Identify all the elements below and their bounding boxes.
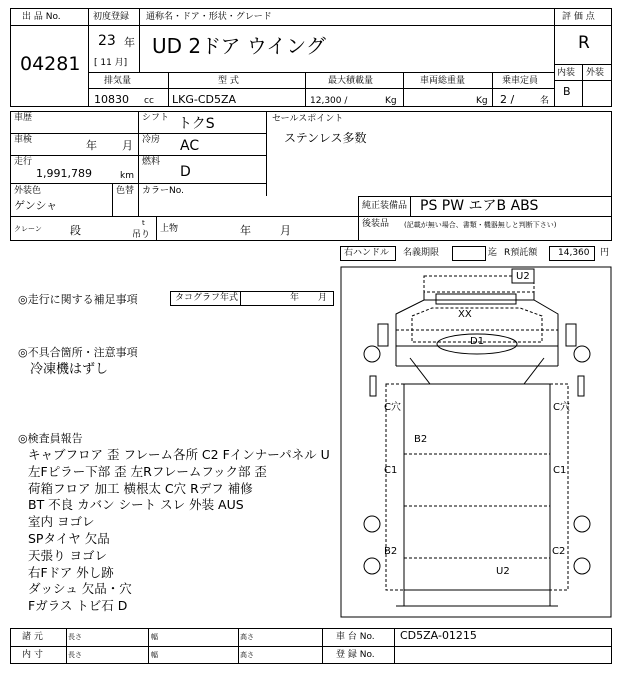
sales-point-label: セールスポイント	[272, 114, 344, 124]
capacity-label: 乗車定員	[502, 76, 539, 86]
gross-weight-unit: Kg	[476, 96, 488, 106]
first-reg-month: [ 11 月]	[94, 58, 128, 68]
year-unit: 年	[124, 36, 135, 49]
recycle-deposit-label: R預託額	[504, 248, 538, 258]
mark-b2-bottom: B2	[384, 546, 398, 557]
inspector-line: キャブフロア 歪 フレーム各所 C2 Fインナーパネル U	[28, 447, 330, 462]
length-label-1: 長さ	[68, 633, 82, 641]
lot-number: 04281	[20, 53, 81, 75]
inspection-label: 車検	[14, 135, 33, 145]
mileage-value: 1,991,789	[36, 167, 92, 180]
mark-d1: D1	[470, 336, 485, 347]
exterior-grade-label: 外装	[586, 68, 605, 78]
history-label: 車歴	[14, 113, 33, 123]
length-label-2: 長さ	[68, 651, 82, 659]
defects-text: 冷凍機はずし	[30, 362, 109, 377]
fuel-label: 燃料	[142, 157, 161, 167]
owner-deadline-box	[452, 246, 486, 261]
registration-label: 登 録 No.	[336, 650, 375, 660]
color-no-label: カラーNo.	[142, 186, 184, 196]
shift-value: トクS	[178, 116, 215, 132]
height-label-2: 高さ	[240, 651, 254, 659]
currency-unit: 円	[600, 248, 610, 258]
inspector-line: 荷箱フロア 加工 横根太 C穴 Rデフ 補修	[28, 480, 253, 496]
model-label: 型 式	[218, 76, 239, 86]
mark-xx: XX	[458, 309, 472, 320]
fuel-value: D	[180, 164, 191, 180]
lift-month: 月	[280, 224, 291, 237]
ext-color-label: 外装色	[14, 186, 42, 196]
crane-hoist: 吊り	[132, 230, 151, 240]
sales-point-text: ステンレス多数	[284, 131, 367, 145]
rating-label: 評 価 点	[562, 12, 595, 22]
inspector-report-label: ◎検査員報告	[18, 432, 83, 445]
displacement-label: 排気量	[104, 76, 132, 86]
displacement-value: 10830	[94, 93, 129, 106]
max-load-label: 最大積載量	[328, 76, 374, 86]
tachograph-label: タコグラフ年式	[175, 293, 239, 303]
handle-text: 右ハンドル	[344, 248, 390, 258]
deadline-until: 迄	[488, 248, 498, 258]
driving-notes-label: ◎走行に関する補足事項	[18, 293, 138, 306]
inspector-line: 左Fピラー下部 歪 左Rフレームフック部 歪	[28, 463, 267, 479]
owner-deadline-label: 名義期限	[403, 248, 440, 258]
inspector-line: 天張り ヨゴレ	[28, 547, 107, 563]
first-reg-label: 初度登録	[93, 12, 130, 22]
lot-label: 出 品 No.	[22, 12, 61, 22]
inspection-month: 月	[122, 139, 133, 152]
gross-weight-label: 車両総重量	[420, 76, 466, 86]
aftermarket-label: 後装品	[362, 219, 390, 229]
model-name: UD 2ドア ウイング	[152, 34, 326, 58]
shift-label: シフト	[142, 113, 170, 123]
lift-label: 上物	[160, 224, 179, 234]
chassis-label: 車 台 No.	[336, 632, 375, 642]
genuine-equip-value: PS PW エアB ABS	[420, 198, 539, 214]
ac-value: AC	[180, 138, 200, 154]
mark-c-hole-right: C穴	[553, 402, 570, 413]
mark-c2-bottom: C2	[552, 546, 566, 557]
mark-c-hole-left: C穴	[384, 402, 401, 413]
interior-grade-label: 内装	[557, 68, 576, 78]
chassis-value: CD5ZA-01215	[400, 629, 477, 642]
tachograph-year: 年	[290, 293, 300, 303]
max-load-unit: Kg	[385, 96, 397, 106]
ext-color-value: ゲンシャ	[14, 199, 58, 212]
crane-stage: 段	[70, 224, 81, 237]
inspector-line: ダッシュ 欠品・穴	[28, 581, 132, 597]
mark-b2-mid: B2	[414, 434, 428, 445]
color-change-label: 色替	[116, 186, 135, 196]
inspector-report-list	[28, 447, 330, 615]
displacement-unit: cc	[144, 96, 154, 106]
mileage-label: 走行	[14, 157, 33, 167]
interior-grade: B	[563, 85, 571, 98]
model-name-label: 通称名・ドア・形状・グレード	[146, 12, 272, 22]
mark-c1-right: C1	[553, 465, 567, 476]
recycle-deposit-value: 14,360	[558, 248, 590, 258]
defects-label: ◎不具合箇所・注意事項	[18, 346, 138, 359]
model-code: LKG-CD5ZA	[172, 93, 237, 106]
mark-u2-top: U2	[516, 271, 530, 282]
crane-tons-unit: t	[142, 219, 145, 227]
max-load-value: 12,300 /	[310, 96, 348, 106]
ac-label: 冷房	[142, 135, 161, 145]
inspector-line: 右Fドア 外し跡	[28, 564, 114, 580]
rating-value: R	[578, 33, 590, 53]
truck-damage-diagram	[340, 266, 612, 618]
first-reg-year: 23	[98, 33, 116, 49]
tachograph-month: 月	[318, 293, 328, 303]
mark-c1-left: C1	[384, 465, 398, 476]
interior-dim-label: 内 寸	[22, 650, 43, 660]
width-label-1: 幅	[151, 633, 158, 641]
notes-label: 諸 元	[22, 632, 43, 642]
inspector-line: BT 不良 カバン シート スレ 外装 AUS	[28, 497, 244, 513]
genuine-equip-label: 純正装備品	[362, 201, 408, 211]
mileage-unit: km	[120, 171, 134, 181]
inspector-line: 室内 ヨゴレ	[28, 514, 95, 530]
mark-u2-bottom: U2	[496, 566, 510, 577]
capacity-unit: 名	[540, 96, 550, 106]
crane-label: クレーン	[14, 225, 42, 233]
lift-year: 年	[240, 224, 251, 237]
aftermarket-note: (記載が無い場合、書類・機器無しと判断下さい)	[404, 221, 557, 229]
height-label-1: 高さ	[240, 633, 254, 641]
inspector-line: Fガラス トビ石 D	[28, 598, 128, 614]
capacity-value: 2 /	[500, 93, 515, 106]
inspector-line: SPタイヤ 欠品	[28, 530, 110, 546]
inspection-year: 年	[86, 139, 97, 152]
width-label-2: 幅	[151, 651, 158, 659]
